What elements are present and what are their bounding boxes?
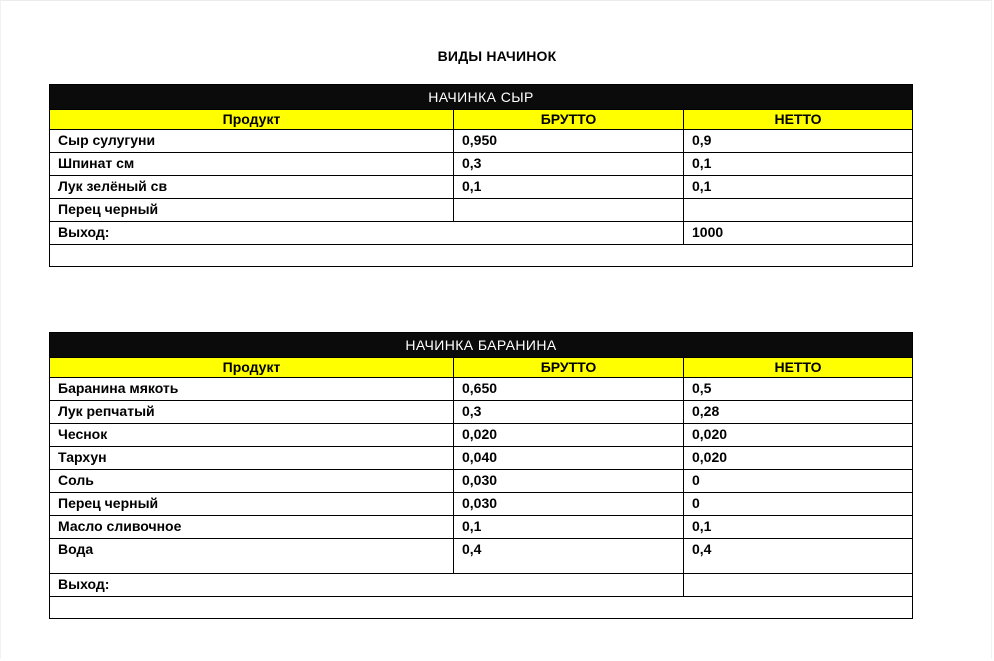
product-cell: Лук зелёный св: [50, 176, 454, 199]
table-row: [50, 493, 913, 516]
table-title: НАЧИНКА СЫР: [50, 85, 913, 110]
product-cell: Перец черный: [50, 199, 454, 222]
table-row: [50, 470, 913, 493]
brutto-cell: 0,3: [454, 401, 684, 424]
netto-cell: 0,9: [684, 130, 913, 153]
table-row: [50, 447, 913, 470]
product-cell: Шпинат см: [50, 153, 454, 176]
netto-cell: 0,4: [684, 539, 913, 574]
netto-cell: 0,020: [684, 447, 913, 470]
table-row: [50, 378, 913, 401]
netto-cell: 0: [684, 470, 913, 493]
empty-cell: [50, 245, 913, 267]
table-header-row: [50, 110, 913, 130]
yield-row: [50, 574, 913, 597]
yield-value: [684, 574, 913, 597]
column-header-product: Продукт: [50, 358, 454, 378]
brutto-cell: 0,020: [454, 424, 684, 447]
brutto-cell: 0,1: [454, 176, 684, 199]
cheese-filling-table: [49, 84, 913, 267]
product-cell: Лук репчатый: [50, 401, 454, 424]
netto-cell: 0,020: [684, 424, 913, 447]
table-row: [50, 539, 913, 574]
brutto-cell: 0,040: [454, 447, 684, 470]
product-cell: Баранина мякоть: [50, 378, 454, 401]
column-header-brutto: БРУТТО: [454, 358, 684, 378]
column-header-product: Продукт: [50, 110, 454, 130]
netto-cell: 0: [684, 493, 913, 516]
table-row: [50, 199, 913, 222]
empty-row: [50, 597, 913, 619]
product-cell: Тархун: [50, 447, 454, 470]
netto-cell: [684, 199, 913, 222]
lamb-filling-table: [49, 332, 913, 619]
table-header-row: [50, 358, 913, 378]
brutto-cell: 0,4: [454, 539, 684, 574]
netto-cell: 0,28: [684, 401, 913, 424]
netto-cell: 0,1: [684, 153, 913, 176]
yield-label: Выход:: [50, 574, 684, 597]
product-cell: Вода: [50, 539, 454, 574]
table-title-row: [50, 333, 913, 358]
column-header-brutto: БРУТТО: [454, 110, 684, 130]
brutto-cell: [454, 199, 684, 222]
column-header-netto: НЕТТО: [684, 358, 913, 378]
table-row: [50, 176, 913, 199]
product-cell: Чеснок: [50, 424, 454, 447]
yield-value: 1000: [684, 222, 913, 245]
table-row: [50, 516, 913, 539]
product-cell: Масло сливочное: [50, 516, 454, 539]
table-title: НАЧИНКА БАРАНИНА: [50, 333, 913, 358]
yield-row: [50, 222, 913, 245]
yield-label: Выход:: [50, 222, 684, 245]
brutto-cell: 0,950: [454, 130, 684, 153]
brutto-cell: 0,1: [454, 516, 684, 539]
empty-cell: [50, 597, 913, 619]
empty-row: [50, 245, 913, 267]
brutto-cell: 0,650: [454, 378, 684, 401]
table-row: [50, 424, 913, 447]
product-cell: Соль: [50, 470, 454, 493]
product-cell: Сыр сулугуни: [50, 130, 454, 153]
table-row: [50, 130, 913, 153]
table-title-row: [50, 85, 913, 110]
product-cell: Перец черный: [50, 493, 454, 516]
table-row: [50, 153, 913, 176]
brutto-cell: 0,3: [454, 153, 684, 176]
brutto-cell: 0,030: [454, 493, 684, 516]
table-row: [50, 401, 913, 424]
brutto-cell: 0,030: [454, 470, 684, 493]
document-title: ВИДЫ НАЧИНОК: [437, 48, 557, 64]
netto-cell: 0,1: [684, 176, 913, 199]
netto-cell: 0,1: [684, 516, 913, 539]
column-header-netto: НЕТТО: [684, 110, 913, 130]
netto-cell: 0,5: [684, 378, 913, 401]
